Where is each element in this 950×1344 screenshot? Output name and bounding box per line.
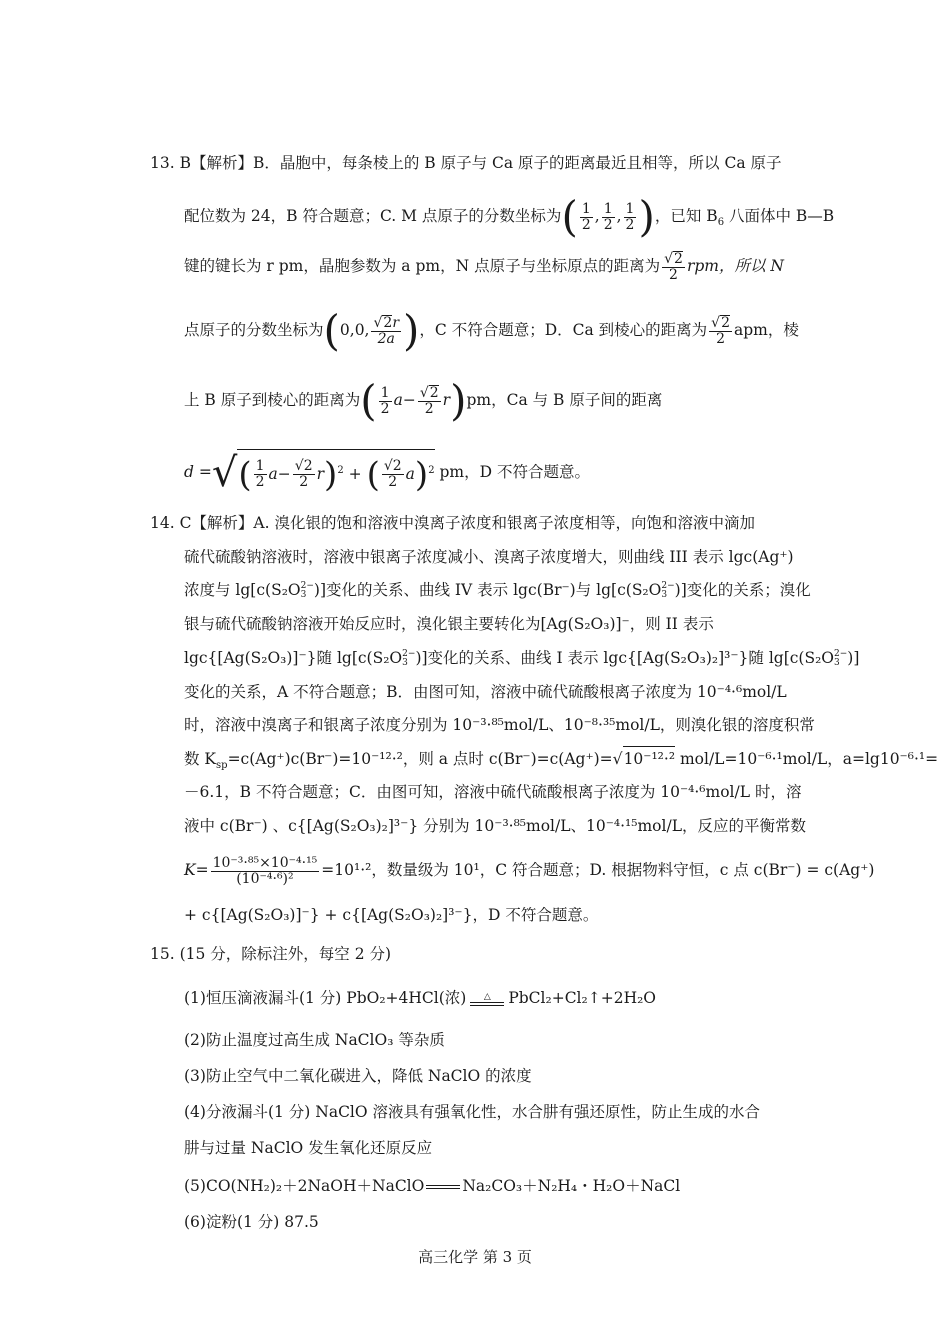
q15-answer-3: (3)防止空气中二氧化碳进入，降低 NaClO 的浓度	[184, 1067, 532, 1085]
q15-answer-4-cont: 肼与过量 NaClO 发生氧化还原反应	[184, 1139, 433, 1157]
q14-line-2: 硫代硫酸钠溶液时，溶液中银离子浓度减小、溴离子浓度增大，则曲线 III 表示 lgc(Ag⁺)	[184, 548, 794, 566]
q14-line-10: 液中 c(Br⁻) 、c{[Ag(S₂O₃)₂]³⁻} 分别为 10⁻³·⁸⁵mol/L、10⁻⁴·¹⁵mol/L，反应的平衡常数	[184, 817, 806, 835]
q15-answer-2: (2)防止温度过高生成 NaClO₃ 等杂质	[184, 1031, 445, 1049]
q14-line-7: 时，溶液中溴离子和银离子浓度分别为 10⁻³·⁸⁵mol/L、10⁻⁸·³⁵mol/L，则溴化银的溶度积常	[184, 716, 815, 734]
q14-line-8: 数 $K_{sp}=c(Ag^+)c(Br^-)=10^{-12}\cdot^2$，则 a 点时 c(Br⁻)=c(Ag⁺)=√10⁻¹²·² mol/L=10⁻⁶·¹mol/L，a=lg10⁻⁶·¹=	[184, 746, 938, 771]
q14-line-4: 银与硫代硫酸钠溶液开始反应时，溴化银主要转化为[Ag(S₂O₃)]⁻，则 II 表示	[184, 615, 714, 633]
q13-line-1: 13. B【解析】B．晶胞中，每条棱上的 B 原子与 Ca 原子的距离最近且相等，所以 Ca 原子	[150, 154, 782, 172]
q15-heading: 15. (15 分，除标注外，每空 2 分)	[150, 945, 392, 963]
q14-line-12: + c{[Ag(S₂O₃)]⁻} + c{[Ag(S₂O₃)₂]³⁻}，D 不符合题意。	[184, 906, 599, 924]
q14-line-11: K= $\frac{\text{10⁻³·⁸⁵×10⁻⁴·¹⁵}}{\text{(10⁻⁴·⁶)²}}$ =10¹·²，数量级为 10¹，C 符合题意；D. 根据物料守恒，c 点 c(Br⁻) = c(Ag⁺)	[184, 854, 875, 887]
q14-line-6: 变化的关系，A 不符合题意；B．由图可知，溶液中硫代硫酸根离子浓度为 10⁻⁴·⁶mol/L	[184, 683, 787, 701]
q14-line-5: lgc{[Ag(S₂O₃)]⁻}随 lg[c(S₂O 2− 3 )]变化的关系、曲线 I 表示 lgc{[Ag(S₂O₃)₂]³⁻}随 lg[c(S₂O 2− 3 )]	[184, 649, 860, 668]
q15-answer-4: (4)分液漏斗(1 分) NaClO 溶液具有强氧化性，水合肼有强还原性，防止生成的水合	[184, 1103, 761, 1121]
q13-line-6: d =√( $\frac{1}{2}$ a− $\frac{√2}{2}$ r)$^2$ + ( $\frac{√2}{2}$ a)$^2$ pm，D 不符合题意。	[184, 450, 590, 496]
q14-line-9: －6.1，B 不符合题意；C．由图可知，溶液中硫代硫酸根离子浓度为 10⁻⁴·⁶mol/L 时，溶	[184, 783, 802, 801]
q13-line-3: 键的键长为 r pm，晶胞参数为 a pm，N 点原子与坐标原点的距离为 $\frac{√2}{2}$ rpm，所以 N	[184, 251, 784, 283]
q15-answer-5: (5)CO(NH₂)₂＋2NaOH＋NaClO Na₂CO₃＋N₂H₄・H₂O＋NaCl	[184, 1177, 681, 1195]
q13-line-4: 点原子的分数坐标为(0,0, $\frac{√2r}{2a}$ )，C 不符合题意；D．Ca 到棱心的距离为 $\frac{√2}{2}$ apm，棱	[184, 306, 799, 355]
q15-answer-1: (1)恒压滴液漏斗(1 分) PbO₂+4HCl(浓) △ PbCl₂+Cl₂↑+2H₂O	[184, 989, 657, 1007]
page-footer: 高三化学 第 3 页	[418, 1248, 532, 1266]
q15-answer-6: (6)淀粉(1 分) 87.5	[184, 1213, 319, 1231]
q14-line-1: 14. C【解析】A. 溴化银的饱和溶液中溴离子浓度和银离子浓度相等，向饱和溶液中滴加	[150, 514, 755, 532]
q14-line-3: 浓度与 lg[c(S₂O 2− 3 )]变化的关系、曲线 IV 表示 lgc(Br⁻)与 lg[c(S₂O 2− 3 )]变化的关系；溴化	[184, 581, 811, 600]
q13-line-2: 配位数为 24，B 符合题意；C. M 点原子的分数坐标为( $\frac{1}{2}$ , $\frac{1}{2}$ , $\frac{1}{2}$ )，已知 $B_6$ 八面体中 B—B	[184, 192, 835, 241]
q13-line-5: 上 B 原子到棱心的距离为( $\frac{1}{2}$ a− $\frac{√2}{2}$ r)pm，Ca 与 B 原子间的距离	[184, 376, 663, 425]
